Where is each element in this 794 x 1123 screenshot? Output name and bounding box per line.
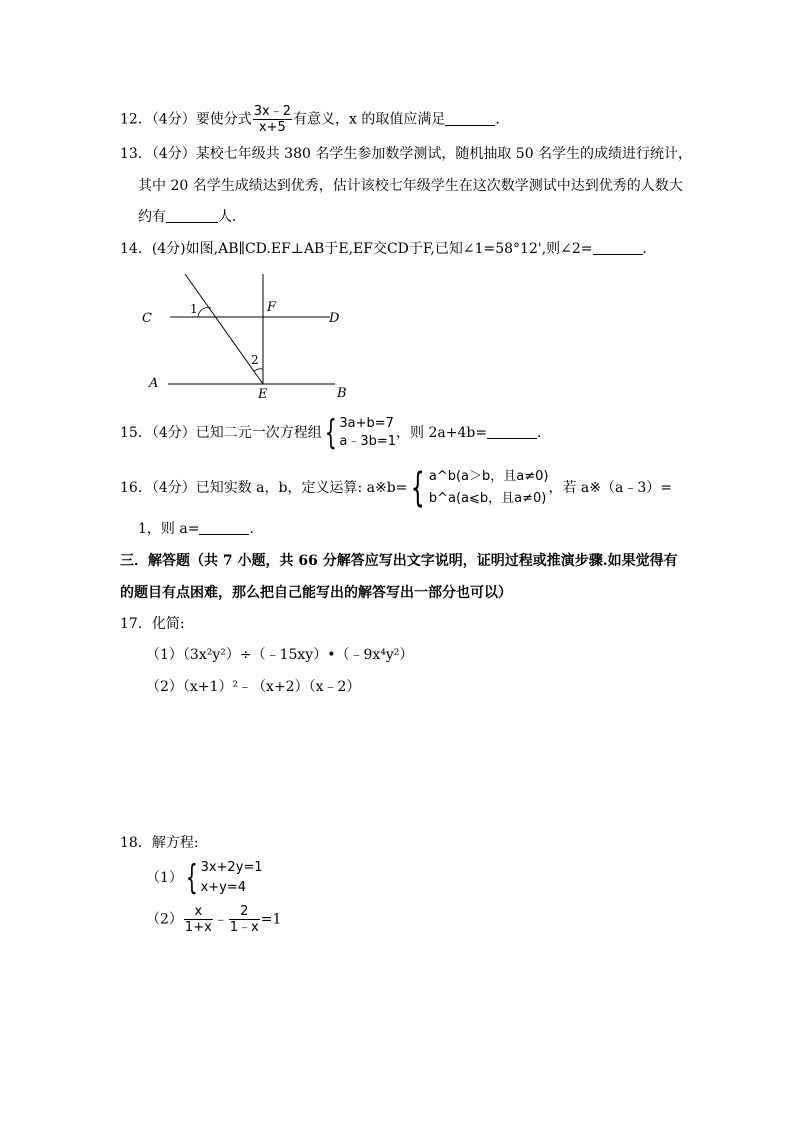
- q12-fraction: [253, 104, 292, 135]
- q18-part-1-label: （1）: [146, 870, 183, 886]
- question-14: [120, 239, 657, 259]
- label-e: E: [258, 387, 268, 402]
- q18-fraction-2-numerator: 2: [229, 904, 260, 920]
- label-b: B: [337, 386, 347, 401]
- q13-answer-blank: [166, 208, 218, 223]
- q12-number: 12．（4分）要使分式: [120, 111, 252, 128]
- q16-line-2: [138, 519, 263, 539]
- q16-piecewise: [407, 466, 548, 510]
- q15-end: ．: [537, 425, 552, 441]
- q16-end: ．: [249, 521, 264, 537]
- q18-fraction-1-denominator: 1+x: [184, 920, 212, 935]
- q17-title: 17．化简:: [120, 616, 185, 632]
- q16-case-2: b^a(a⩽b，且a≠0): [428, 491, 547, 506]
- transversal-line: [185, 274, 263, 384]
- q18-fraction-1-numerator: x: [184, 904, 213, 920]
- q12-end: ．: [495, 111, 510, 128]
- label-f: F: [267, 300, 277, 315]
- q13-line-3-end: 人．: [218, 209, 246, 225]
- q17-part-1: （1）（3x²y²）÷（﹣15xy）•（﹣9x⁴y²）: [146, 647, 414, 663]
- q12-condition-text: 有意义，x 的取值应满足: [292, 111, 446, 128]
- q12-fraction-denominator: x+5: [258, 120, 286, 135]
- q14-answer-blank: [593, 240, 643, 255]
- q18-fraction-2-denominator: 1﹣x: [229, 920, 259, 935]
- q13-line-2: 其中 20 名学生成绩达到优秀，估计该校七年级学生在这次数学测试中达到优秀的人数大: [138, 178, 683, 194]
- q18-equation-2: x+y=4: [200, 880, 247, 895]
- q14-figure: [130, 268, 360, 403]
- q16-text-start: 16．（4分）已知实数 a，b，定义运算: a※b=: [120, 480, 408, 496]
- q16-brace: {: [411, 465, 426, 511]
- q18-equation-system: [183, 858, 263, 898]
- q13-line-3-start: 约有: [138, 209, 166, 225]
- q18-brace: {: [185, 858, 198, 898]
- q15-equation-2: a﹣3b=1: [339, 434, 397, 449]
- label-c: C: [142, 311, 152, 326]
- q18-equation-1: 3x+2y=1: [200, 860, 263, 875]
- label-d: D: [329, 311, 340, 326]
- q12-answer-blank: [445, 111, 495, 126]
- q17-part-2: （2）（x+1）²﹣（x+2）（x﹣2）: [146, 679, 361, 695]
- q15-text-start: 15．（4分）已知二元一次方程组: [120, 425, 322, 441]
- label-angle-1: 1: [190, 302, 198, 316]
- label-a: A: [149, 376, 159, 391]
- q14-text: 14．(4分)如图,AB∥CD.EF⊥AB于E,EF交CD于F,已知∠1=58°12',则∠2=: [120, 241, 593, 257]
- q18-title: 18．解方程:: [120, 835, 199, 851]
- section-3-heading-line-2: 的题目有点困难，那么把自己能写出的解答写出一部分也可以）: [120, 585, 512, 601]
- q18-part-2: [146, 904, 281, 935]
- q18-part-2-label: （2）: [146, 911, 183, 928]
- q13-line-3: [138, 207, 246, 227]
- q18-part-1: [146, 858, 263, 898]
- question-12: [120, 104, 509, 135]
- q16-line-2-start: 1，则 a=: [138, 521, 200, 537]
- q12-fraction-numerator: 3x﹣2: [253, 104, 291, 119]
- section-3-heading-line-1: 三．解答题（共 7 小题，共 66 分解答应写出文字说明，证明过程或推演步骤.如果觉得有: [120, 553, 678, 569]
- q15-brace: {: [324, 413, 337, 453]
- q16-answer-blank: [199, 520, 249, 535]
- q18-fraction-1: [184, 904, 213, 935]
- q18-minus: ﹣: [213, 911, 228, 928]
- q13-line-1: 13．（4分）某校七年级共 380 名学生参加数学测试，随机抽取 50 名学生的成绩进行统计，: [120, 146, 693, 162]
- q18-rhs: =1: [260, 911, 282, 928]
- q15-equation-1: 3a+b=7: [339, 416, 394, 431]
- q15-answer-blank: [487, 424, 537, 439]
- q16-text-after: ，若 a※（a﹣3）=: [548, 480, 672, 496]
- question-16: [120, 466, 672, 510]
- angle-2-arc: [254, 369, 263, 371]
- question-15: [120, 415, 551, 451]
- q14-end: ．: [642, 241, 657, 257]
- q16-case-1: a^b(a＞b，且a≠0): [428, 469, 549, 484]
- label-angle-2: 2: [251, 353, 259, 367]
- q15-equation-system: [322, 415, 396, 451]
- angle-1-arc: [198, 308, 211, 317]
- q18-fraction-2: [229, 904, 260, 935]
- q15-text-mid: ，则 2a+4b=: [396, 425, 488, 441]
